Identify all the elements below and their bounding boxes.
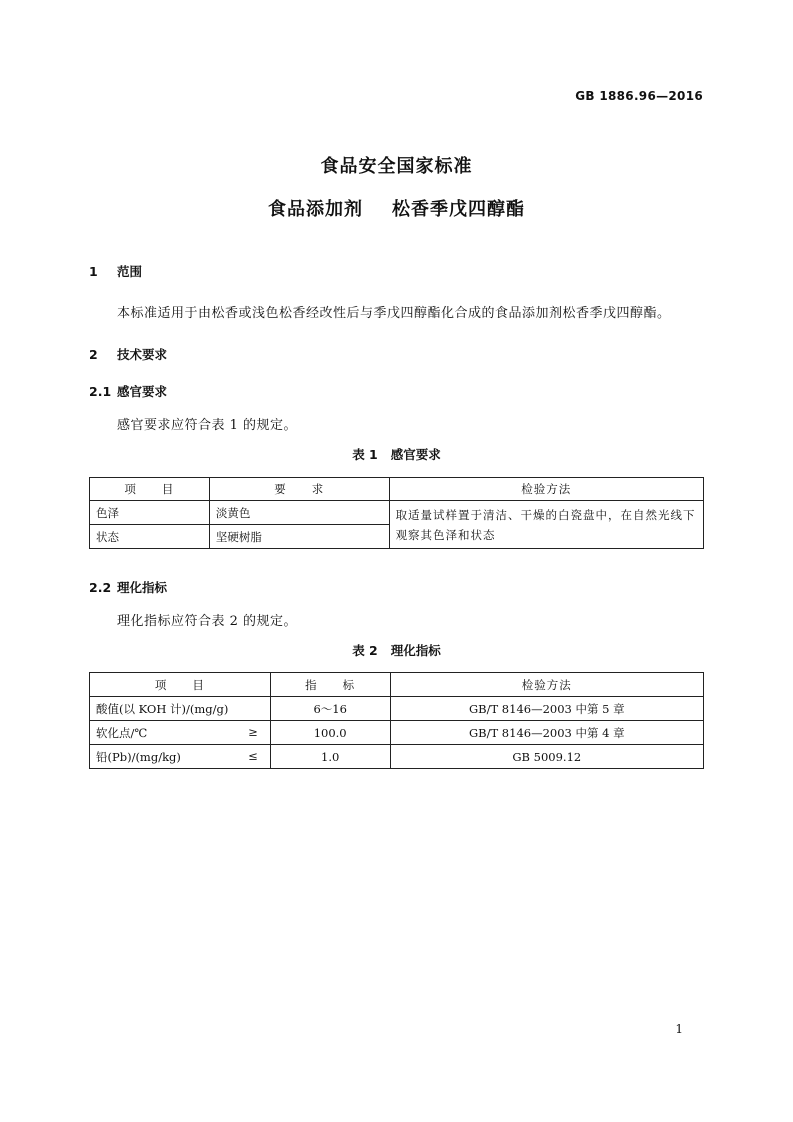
table-row — [90, 501, 704, 525]
section-number: 2.2 — [89, 580, 112, 595]
cell-value: 1.0 — [270, 745, 390, 769]
cell-requirement: 坚硬树脂 — [209, 525, 389, 549]
section-1-text: 本标准适用于由松香或浅色松香经改性后与季戊四醇酯化合成的食品添加剂松香季戊四醇酯。 — [117, 306, 671, 321]
section-2-1-heading — [89, 382, 167, 400]
section-number: 1 — [89, 264, 98, 279]
header-item: 项 目 — [90, 478, 210, 501]
table-header-row — [90, 478, 704, 501]
section-number: 2.1 — [89, 384, 112, 399]
table-2 — [89, 672, 704, 769]
header-indicator: 指 标 — [270, 673, 390, 697]
cell-item — [90, 721, 271, 745]
cell-item — [90, 697, 271, 721]
section-number: 2 — [89, 347, 98, 362]
cell-value: 6～16 — [270, 697, 390, 721]
standard-prefix: GB — [575, 89, 595, 103]
document-title: 食品安全国家标准 — [320, 156, 473, 177]
table-2-caption: 表 2 理化指标 — [352, 643, 441, 658]
table-row — [90, 745, 704, 769]
item-label: 酸值(以 KOH 计)/(mg/g) — [96, 701, 229, 716]
document-subtitle: 食品添加剂 松香季戊四醇酯 — [267, 199, 526, 220]
table-1-caption: 表 1 感官要求 — [352, 447, 441, 462]
section-2-2-text: 理化指标应符合表 2 的规定。 — [117, 614, 298, 629]
comparison-symbol: ≤ — [248, 749, 258, 763]
table-row — [90, 721, 704, 745]
table-1 — [89, 477, 704, 549]
comparison-symbol: ≥ — [248, 725, 258, 739]
section-title: 理化指标 — [117, 580, 168, 595]
cell-requirement: 淡黄色 — [209, 501, 389, 525]
section-2-heading — [89, 345, 167, 363]
standard-number — [575, 89, 703, 103]
cell-item — [90, 745, 271, 769]
header-method: 检验方法 — [390, 673, 703, 697]
section-title: 感官要求 — [117, 384, 168, 399]
item-label: 软化点/℃ — [96, 725, 148, 740]
header-method: 检验方法 — [389, 478, 703, 501]
cell-method: GB 5009.12 — [390, 745, 703, 769]
table-row — [90, 697, 704, 721]
cell-value: 100.0 — [270, 721, 390, 745]
page-number: 1 — [675, 1022, 683, 1036]
section-2-1-text: 感官要求应符合表 1 的规定。 — [117, 418, 298, 433]
table-header-row — [90, 673, 704, 697]
item-label: 铅(Pb)/(mg/kg) — [96, 749, 181, 764]
section-title: 范围 — [117, 264, 143, 279]
cell-method: GB/T 8146—2003 中第 5 章 — [390, 697, 703, 721]
standard-code: 1886.96—2016 — [599, 89, 703, 103]
section-title: 技术要求 — [117, 347, 168, 362]
cell-item: 色泽 — [90, 501, 210, 525]
section-1-heading — [89, 262, 142, 280]
section-2-2-heading — [89, 578, 167, 596]
cell-item: 状态 — [90, 525, 210, 549]
cell-method: GB/T 8146—2003 中第 4 章 — [390, 721, 703, 745]
cell-method: 取适量试样置于清洁、干燥的白瓷盘中，在自然光线下观察其色泽和状态 — [389, 501, 703, 549]
header-item: 项 目 — [90, 673, 271, 697]
header-requirement: 要 求 — [209, 478, 389, 501]
